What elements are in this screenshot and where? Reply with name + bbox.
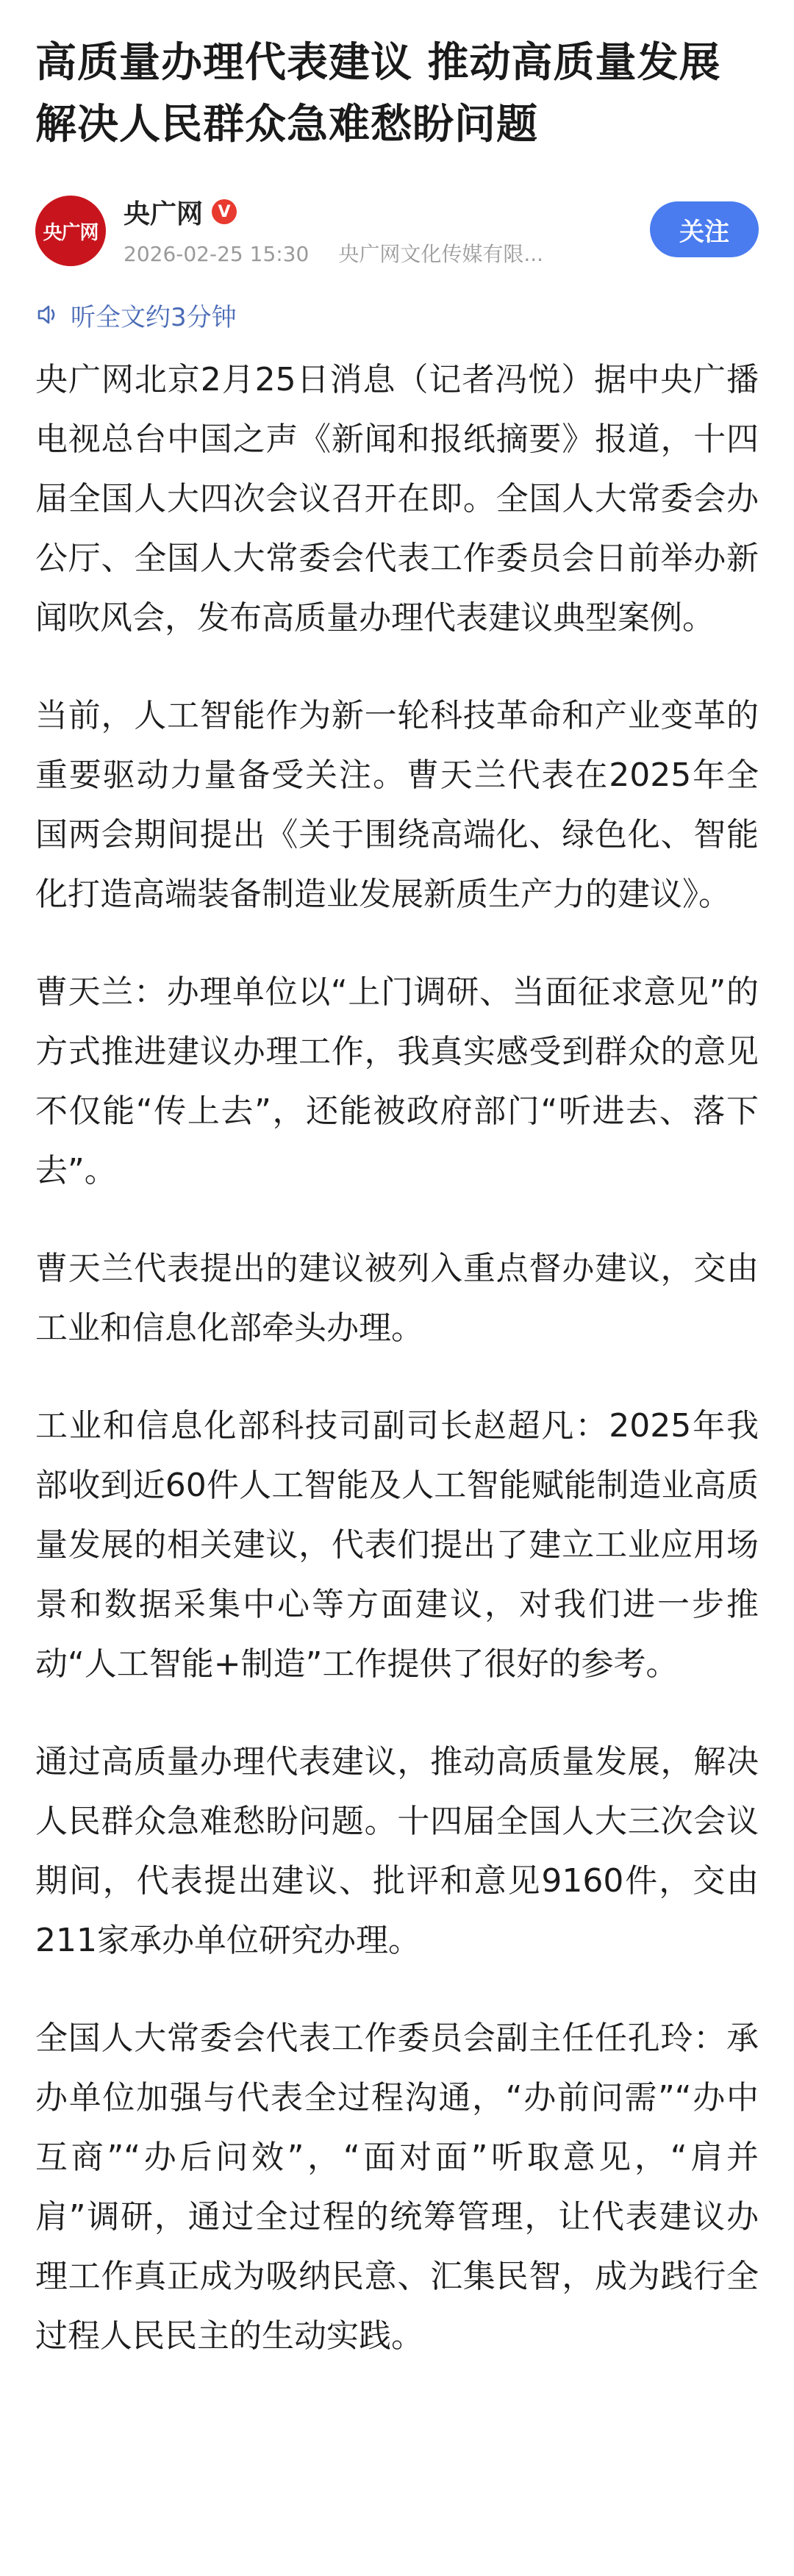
article-paragraph: 曹天兰代表提出的建议被列入重点督办建议，交由工业和信息化部牵头办理。 <box>35 1250 759 1347</box>
article-body <box>35 350 759 2366</box>
source-logo[interactable]: 央广网 <box>35 196 106 266</box>
article-title: 高质量办理代表建议 推动高质量发展解决人民群众急难愁盼问题 <box>35 39 721 149</box>
follow-button[interactable]: 关注 <box>650 201 759 257</box>
source-info <box>124 191 612 268</box>
source-name-line <box>124 191 612 232</box>
source-name[interactable]: 央广网 <box>124 198 204 229</box>
listen-label: 听全文约3分钟 <box>71 302 237 332</box>
article-paragraph: 工业和信息化部科技司副司长赵超凡：2025年我部收到近60件人工智能及人工智能赋能制造业高质量发展的相关建议，代表们提出了建立工业应用场景和数据采集中心等方面建议，对我们进一步推动“人工智能+制造”工作提供了很好的参考。 <box>35 1407 759 1683</box>
verified-badge-icon: V <box>212 199 237 224</box>
source-meta <box>124 238 612 268</box>
article-paragraph: 当前，人工智能作为新一轮科技革命和产业变革的重要驱动力量备受关注。曹天兰代表在2025年全国两会期间提出《关于围绕高端化、绿色化、智能化打造高端装备制造业发展新质生产力的建议》。 <box>35 697 759 913</box>
source-row <box>35 191 759 273</box>
publisher-name: 央广网文化传媒有限... <box>338 242 544 266</box>
listen-full-text-button[interactable] <box>35 293 759 337</box>
article-paragraph: 通过高质量办理代表建议，推动高质量发展，解决人民群众急难愁盼问题。十四届全国人大三次会议期间，代表提出建议、批评和意见9160件，交由211家承办单位研究办理。 <box>35 1743 759 1959</box>
article-paragraph: 全国人大常委会代表工作委员会副主任任孔玲：承办单位加强与代表全过程沟通，“办前问需”“办中互商”“办后问效”，“面对面”听取意见，“肩并肩”调研，通过全过程的统筹管理，让代表建议办理工作真正成为吸纳民意、汇集民智，成为践行全过程人民民主的生动实践。 <box>35 2019 759 2355</box>
article-paragraph: 央广网北京2月25日消息（记者冯悦）据中央广播电视总台中国之声《新闻和报纸摘要》报道，十四届全国人大四次会议召开在即。全国人大常委会办公厅、全国人大常委会代表工作委员会日前举办新闻吹风会，发布高质量办理代表建议典型案例。 <box>35 361 759 637</box>
publish-date: 2026-02-25 15:30 <box>124 242 310 266</box>
article-paragraph: 曹天兰：办理单位以“上门调研、当面征求意见”的方式推进建议办理工作，我真实感受到群众的意见不仅能“传上去”，还能被政府部门“听进去、落下去”。 <box>35 973 759 1189</box>
speaker-icon <box>35 302 60 327</box>
